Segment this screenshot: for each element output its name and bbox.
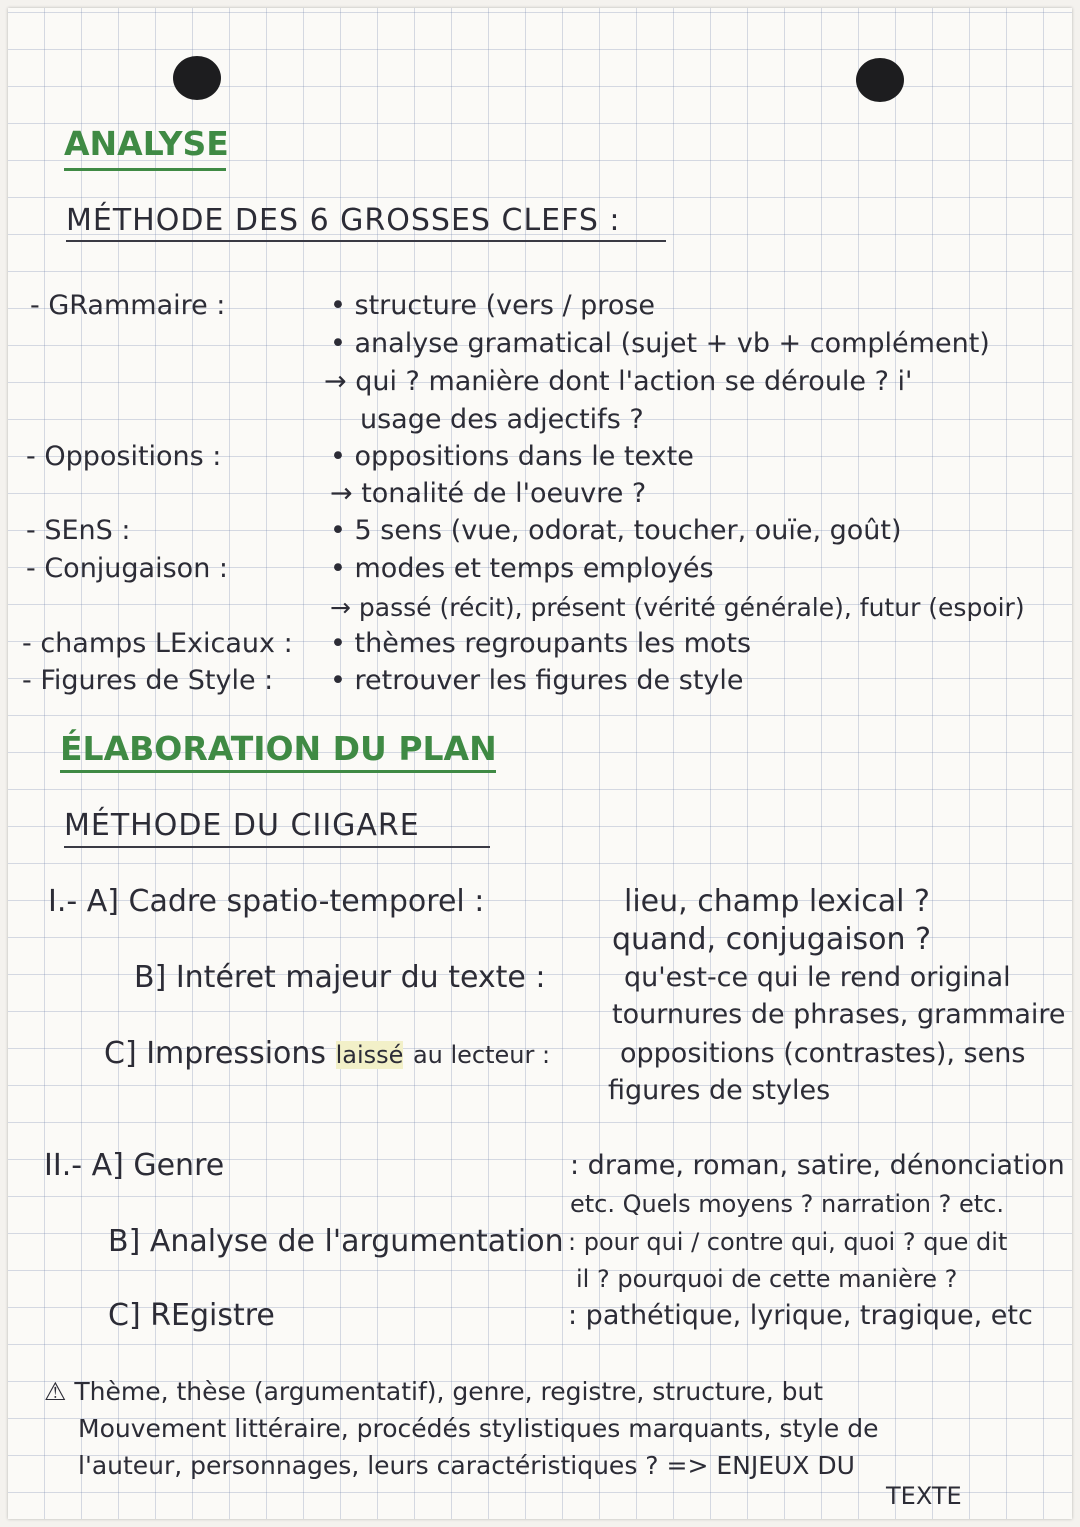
part2-b-text: il ? pourquoi de cette manière ? <box>576 1265 958 1293</box>
part2-a-label: II.- A] Genre <box>44 1148 225 1183</box>
plan-title-underline <box>60 770 496 773</box>
note-line: Mouvement littéraire, procédés stylistiques marquants, style de <box>78 1414 879 1443</box>
part1-c-text: oppositions (contrastes), sens <box>620 1038 1026 1069</box>
key-line: • modes et temps employés <box>330 553 714 584</box>
note-line: ⚠ Thème, thèse (argumentatif), genre, registre, structure, but <box>44 1377 824 1406</box>
part1-a-text: lieu, champ lexical ? <box>624 884 930 919</box>
part1-c-label-pre: C] Impressions <box>104 1036 327 1071</box>
part1-c-label-post: au lecteur : <box>412 1041 551 1069</box>
note-line: TEXTE <box>886 1482 962 1510</box>
part2-c-label: C] REgistre <box>108 1298 275 1333</box>
key-line: • 5 sens (vue, odorat, toucher, ouïe, goût) <box>330 515 902 546</box>
key-label: - SEnS : <box>26 515 131 546</box>
key-line: • oppositions dans le texte <box>330 441 694 472</box>
analyse-method-underline <box>66 240 666 242</box>
part1-a-label: I.- A] Cadre spatio-temporel : <box>48 884 485 919</box>
note-line: l'auteur, personnages, leurs caractéristiques ? => ENJEUX DU <box>78 1451 855 1480</box>
plan-method: MÉTHODE DU CIIGARE <box>64 808 420 843</box>
part1-b-text: qu'est-ce qui le rend original <box>624 962 1011 993</box>
part1-c-label-highlight: laissé <box>335 1041 404 1069</box>
part2-b-label: B] Analyse de l'argumentation <box>108 1224 564 1259</box>
part1-a-text: quand, conjugaison ? <box>612 922 931 957</box>
key-line: usage des adjectifs ? <box>360 404 644 435</box>
part2-a-text: : drame, roman, satire, dénonciation <box>570 1150 1065 1181</box>
plan-method-underline <box>64 846 490 848</box>
key-line: • thèmes regroupants les mots <box>330 628 752 659</box>
key-label: - champs LExicaux : <box>22 628 293 659</box>
key-line: • structure (vers / prose <box>330 290 656 321</box>
part1-c-label <box>104 1038 550 1071</box>
key-line: → qui ? manière dont l'action se déroule ? i' <box>324 366 913 397</box>
key-line: • analyse gramatical (sujet + vb + complément) <box>330 328 990 359</box>
punch-hole-left <box>173 56 221 100</box>
plan-title: ÉLABORATION DU PLAN <box>60 729 497 768</box>
key-label: - Oppositions : <box>26 441 222 472</box>
part2-b-text: : pour qui / contre qui, quoi ? que dit <box>568 1228 1008 1256</box>
key-label: - Figures de Style : <box>22 665 274 696</box>
key-line: • retrouver les figures de style <box>330 665 744 696</box>
analyse-method: MÉTHODE DES 6 GROSSES CLEFS : <box>66 203 621 238</box>
part2-a-text: etc. Quels moyens ? narration ? etc. <box>570 1190 1004 1218</box>
key-line: → tonalité de l'oeuvre ? <box>330 478 647 509</box>
punch-hole-right <box>856 58 904 102</box>
part2-c-text: : pathétique, lyrique, tragique, etc <box>568 1300 1033 1331</box>
part1-c-text: figures de styles <box>608 1075 831 1106</box>
key-line: → passé (récit), présent (vérité générale), futur (espoir) <box>330 593 1025 622</box>
key-label: - GRammaire : <box>30 290 226 321</box>
notebook-page <box>8 8 1072 1519</box>
key-label: - Conjugaison : <box>26 553 228 584</box>
part1-b-text: tournures de phrases, grammaire <box>612 999 1066 1030</box>
analyse-title: ANALYSE <box>64 124 229 163</box>
part1-b-label: B] Intéret majeur du texte : <box>134 960 546 995</box>
analyse-title-underline <box>64 168 226 171</box>
